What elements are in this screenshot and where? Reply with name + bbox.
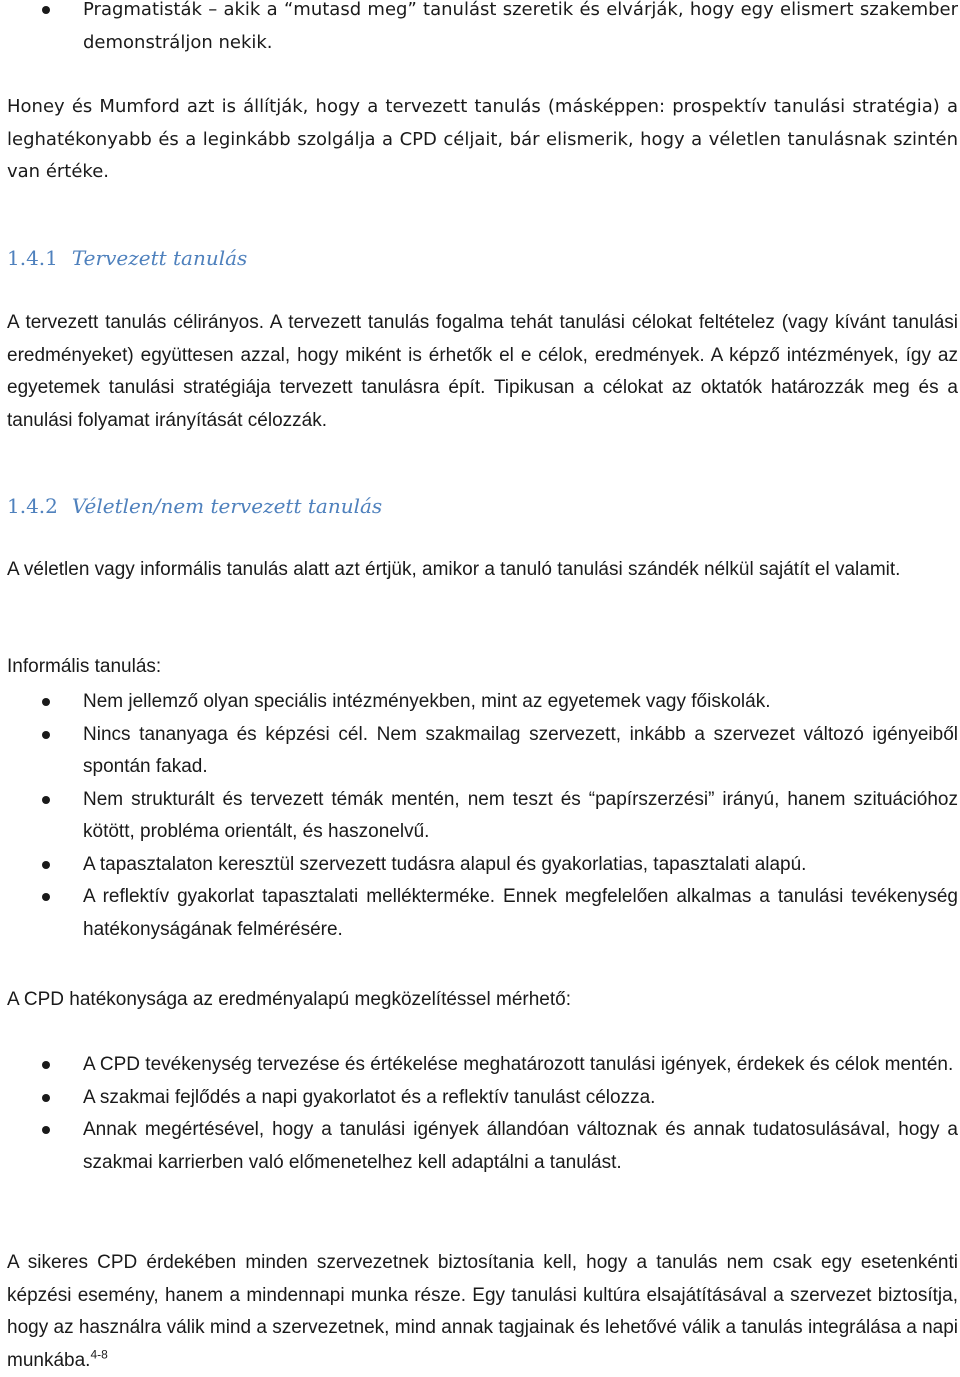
bullet-dot-icon	[42, 731, 50, 739]
list-item-text: Annak megértésével, hogy a tanulási igények állandóan változnak és annak tudatosulásával, hogy a szakmai karrierben való előmenetelhez kell adaptálni a tanulást.	[83, 1119, 958, 1173]
section-title: Tervezett tanulás	[71, 246, 248, 270]
reference-superscript: 4-8	[90, 1347, 108, 1362]
bullet-dot-icon	[42, 1061, 50, 1069]
section-heading-1-4-2	[7, 491, 382, 521]
closing-paragraph-text: A sikeres CPD érdekében minden szervezetnek biztosítania kell, hogy a tanulás nem csak egy esetenkénti képzési esemény, hanem a mindennapi munka része. Egy tanulási kultúra elsajátításával a szervezet biztosítja, hogy az használra válik mind a szervezetnek, mind annak tagjainak és lehetővé válik a tanulás integrálása a napi munkába.	[7, 1252, 958, 1371]
section-heading-1-4-1	[7, 243, 247, 273]
section-1-4-2-paragraph: A véletlen vagy informális tanulás alatt azt értjük, amikor a tanuló tanulási szándék nélkül sajátít el valamit.	[7, 559, 901, 580]
bullet-dot-icon	[42, 1094, 50, 1102]
list-item-text: A szakmai fejlődés a napi gyakorlatot és a reflektív tanulást célozza.	[83, 1086, 656, 1108]
list-item-text: Nincs tananyaga és képzési cél. Nem szakmailag szervezett, inkább a szervezet változó igényeiből spontán fakad.	[83, 723, 958, 777]
bullet-dot-icon	[42, 6, 50, 14]
informal-learning-label: Informális tanulás:	[7, 656, 162, 677]
informal-learning-list	[0, 686, 958, 946]
bullet-dot-icon	[42, 796, 50, 804]
list-item	[0, 1114, 958, 1179]
bullet-dot-icon	[42, 893, 50, 901]
list-item	[0, 1049, 958, 1082]
list-item-text: Nem strukturált és tervezett témák mentén, nem teszt és “papírszerzési” irányú, hanem szituációhoz kötött, probléma orientált, és haszonelvű.	[83, 788, 958, 842]
bullet-dot-icon	[42, 1126, 50, 1134]
section-1-4-1-paragraph: A tervezett tanulás célirányos. A tervezett tanulás fogalma tehát tanulási célokat feltételez (vagy kívánt tanulási eredményeket) együttesen azzal, hogy miként is érhetők el e célok, eredmények. A képző intézmények, így az egyetemek tanulási stratégiája tervezett tanulásra épít. Tipikusan a célokat az oktatók határozzák meg és a tanulási folyamat irányítását célozzák.	[7, 312, 958, 431]
list-item-text: A CPD tevékenység tervezése és értékelése meghatározott tanulási igények, érdekek és célok mentén.	[83, 1054, 954, 1075]
bullet-dot-icon	[42, 861, 50, 869]
list-item	[0, 0, 958, 59]
intro-paragraph: Honey és Mumford azt is állítják, hogy a tervezett tanulás (másképpen: prospektív tanulási stratégia) a leghatékonyabb és a leginkább szolgálja a CPD céljait, bár elismerik, hogy a véletlen tanulásnak szintén van értéke.	[7, 96, 958, 182]
cpd-effectiveness-list	[0, 1049, 958, 1179]
section-title: Véletlen/nem tervezett tanulás	[71, 494, 383, 518]
list-item-text: A tapasztalaton keresztül szervezett tudásra alapul és gyakorlatias, tapasztalati alapú.	[83, 853, 807, 875]
list-item	[0, 686, 958, 719]
list-item	[0, 1082, 958, 1115]
list-item	[0, 881, 958, 946]
bullet-dot-icon	[42, 698, 50, 706]
list-item-text: Nem jellemző olyan speciális intézményekben, mint az egyetemek vagy főiskolák.	[83, 691, 771, 712]
list-item	[0, 719, 958, 784]
list-item	[0, 784, 958, 849]
section-number: 1.4.1	[7, 246, 58, 270]
top-bullet-list	[0, 0, 958, 59]
list-item-text: Pragmatisták – akik a “mutasd meg” tanulást szeretik és elvárják, hogy egy elismert szakember demonstráljon nekik.	[83, 0, 958, 53]
section-number: 1.4.2	[7, 494, 58, 518]
cpd-effectiveness-label: A CPD hatékonysága az eredményalapú megközelítéssel mérhető:	[7, 989, 571, 1010]
closing-paragraph	[7, 1247, 958, 1377]
list-item	[0, 849, 958, 882]
list-item-text: A reflektív gyakorlat tapasztalati mellékterméke. Ennek megfelelően alkalmas a tanulási tevékenység hatékonyságának felmérésére.	[83, 886, 958, 940]
